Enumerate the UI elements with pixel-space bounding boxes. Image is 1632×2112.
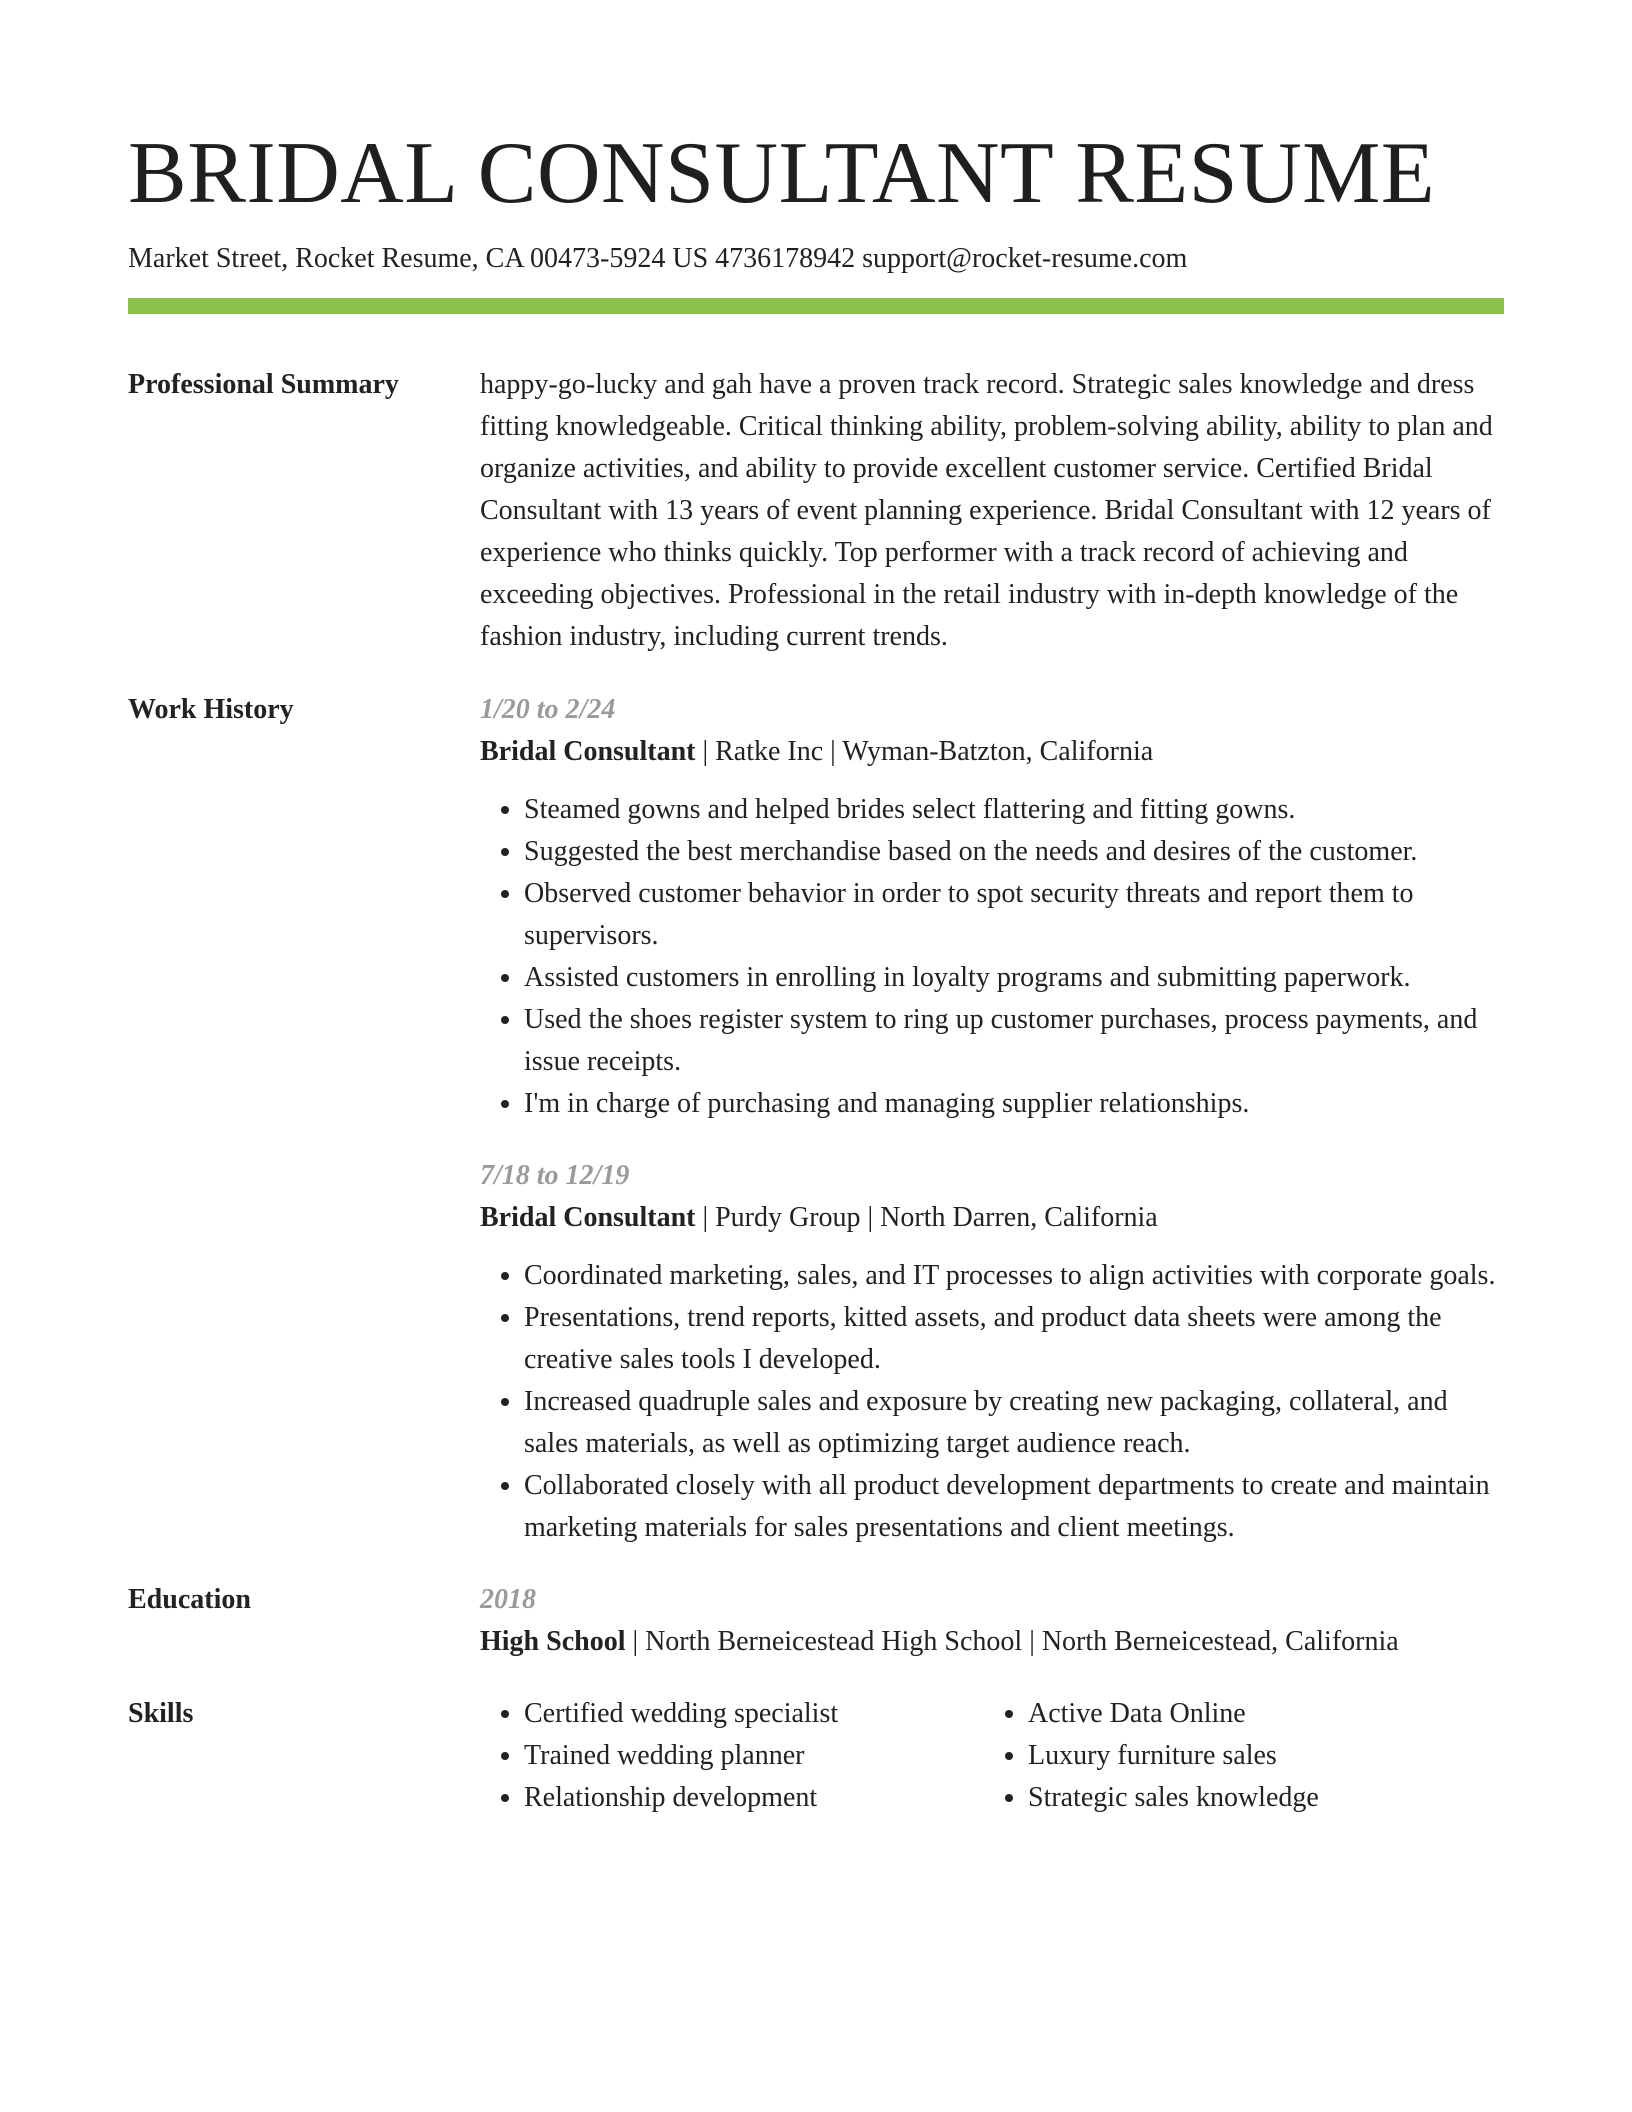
list-item: • Assisted customers in enrolling in loyalty programs and submitting paperwork. xyxy=(524,957,1504,999)
job-title: Bridal Consultant xyxy=(480,735,696,767)
education-year: 2018 xyxy=(480,1583,536,1615)
section-label-summary: Professional Summary xyxy=(128,368,399,400)
skill-item: • Active Data Online xyxy=(1028,1693,1444,1735)
skills-grid xyxy=(480,1693,1504,1819)
list-item: • Observed customer behavior in order to spot security threats and report them to supervisors. xyxy=(524,873,1504,957)
job-line xyxy=(480,1197,1504,1239)
education-line xyxy=(480,1621,1504,1663)
education-degree: High School xyxy=(480,1625,626,1657)
list-item: • Used the shoes register system to ring up customer purchases, process payments, and issue receipts. xyxy=(524,999,1504,1083)
list-item: • Increased quadruple sales and exposure by creating new packaging, collateral, and sales materials, as well as optimizing target audience reach. xyxy=(524,1381,1504,1465)
list-item: • Collaborated closely with all product development departments to create and maintain marketing materials for sales presentations and client meetings. xyxy=(524,1465,1504,1549)
job-bullets xyxy=(480,789,1504,1125)
work-history-body xyxy=(480,689,1504,1549)
job-title: Bridal Consultant xyxy=(480,1201,696,1233)
job-dates: 7/18 to 12/19 xyxy=(480,1159,630,1191)
job-details: | Ratke Inc | Wyman-Batzton, California xyxy=(695,735,1154,767)
job-bullets xyxy=(480,1255,1504,1549)
skill-item: • Relationship development xyxy=(524,1777,940,1819)
list-item: • Suggested the best merchandise based on the needs and desires of the customer. xyxy=(524,831,1504,873)
list-item: • Presentations, trend reports, kitted assets, and product data sheets were among the creative sales tools I developed. xyxy=(524,1297,1504,1381)
skill-item: • Certified wedding specialist xyxy=(524,1693,940,1735)
contact-line: Market Street, Rocket Resume, CA 00473-5924 US 4736178942 support@rocket-resume.com xyxy=(128,243,1188,274)
skill-item: • Trained wedding planner xyxy=(524,1735,940,1777)
education-body xyxy=(480,1579,1504,1663)
list-item: • Steamed gowns and helped brides select flattering and fitting gowns. xyxy=(524,789,1504,831)
education-details: | North Berneicestead High School | North Berneicestead, California xyxy=(625,1625,1399,1657)
skills-list-right xyxy=(984,1693,1444,1819)
job-entry xyxy=(480,1155,1504,1549)
list-item: • I'm in charge of purchasing and managing supplier relationships. xyxy=(524,1083,1504,1125)
summary-text: happy-go-lucky and gah have a proven track record. Strategic sales knowledge and dress fitting knowledgeable. Critical thinking ability, problem-solving ability, ability to plan and organize activities, and ability to provide excellent customer service. Certified Bridal Consultant with 13 years of event planning experience. Bridal Consultant with 12 years of experience who thinks quickly. Top performer with a track record of achieving and exceeding objectives. Professional in the retail industry with in-depth knowledge of the fashion industry, including current trends. xyxy=(480,368,1493,652)
skills-section xyxy=(128,1693,1504,1819)
section-label-work-history: Work History xyxy=(128,693,294,725)
skill-item: • Luxury furniture sales xyxy=(1028,1735,1444,1777)
section-label-skills: Skills xyxy=(128,1697,194,1729)
section-label-education: Education xyxy=(128,1583,251,1615)
page-title: BRIDAL CONSULTANT RESUME xyxy=(128,125,1436,222)
work-history-section xyxy=(128,689,1504,1549)
accent-divider xyxy=(128,298,1504,314)
job-details: | Purdy Group | North Darren, California xyxy=(695,1201,1158,1233)
education-section xyxy=(128,1579,1504,1663)
skill-item: • Strategic sales knowledge xyxy=(1028,1777,1444,1819)
job-entry xyxy=(480,689,1504,1125)
skills-body xyxy=(480,1693,1504,1819)
job-line xyxy=(480,731,1504,773)
job-dates: 1/20 to 2/24 xyxy=(480,693,616,725)
skills-list-left xyxy=(480,1693,940,1819)
summary-section xyxy=(128,364,1504,658)
list-item: • Coordinated marketing, sales, and IT processes to align activities with corporate goals. xyxy=(524,1255,1504,1297)
